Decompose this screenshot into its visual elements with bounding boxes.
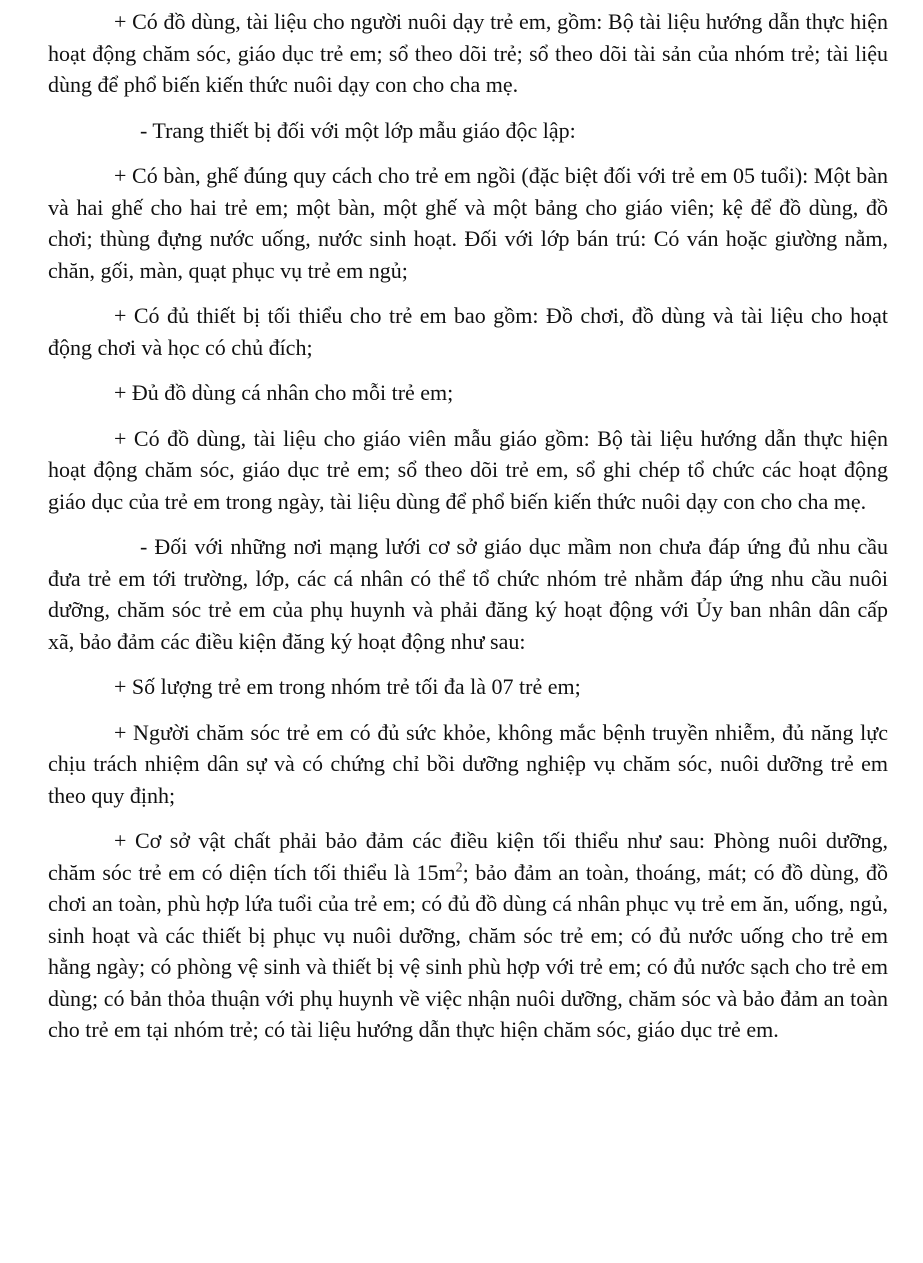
- paragraph-facility-requirements: [48, 825, 888, 1046]
- facility-text-after-superscript: ; bảo đảm an toàn, thoáng, mát; có đồ dùng, đồ chơi an toàn, phù hợp lứa tuổi của trẻ em; có đủ đồ dùng cá nhân phục vụ trẻ em ăn, uống, ngủ, sinh hoạt và các thiết bị phục vụ nuôi dưỡng, chăm sóc trẻ em; có đủ nước uống cho trẻ em hằng ngày; có phòng vệ sinh và thiết bị vệ sinh phù hợp với trẻ em; có đủ nước sạch cho trẻ em dùng; có bản thỏa thuận với phụ huynh về việc nhận nuôi dưỡng, chăm sóc và bảo đảm an toàn cho trẻ em tại nhóm trẻ; có tài liệu hướng dẫn thực hiện chăm sóc, giáo dục trẻ em.: [48, 859, 888, 1042]
- paragraph-personal-items: + Đủ đồ dùng cá nhân cho mỗi trẻ em;: [114, 380, 454, 405]
- paragraph-teacher-materials: + Có đồ dùng, tài liệu cho người nuôi dạy trẻ em, gồm: Bộ tài liệu hướng dẫn thực hiện hoạt động chăm sóc, giáo dục trẻ em; sổ theo dõi trẻ; sổ theo dõi tài sản của nhóm trẻ; tài liệu dùng để phổ biến kiến thức nuôi dạy con cho cha mẹ.: [48, 9, 888, 97]
- paragraph-kindergarten-teacher-materials: + Có đồ dùng, tài liệu cho giáo viên mẫu giáo gồm: Bộ tài liệu hướng dẫn thực hiện hoạt động chăm sóc, giáo dục trẻ em; sổ theo dõi trẻ em, sổ ghi chép tổ chức các hoạt động giáo dục của trẻ em trong ngày, tài liệu dùng để phổ biến kiến thức nuôi dạy con cho cha mẹ.: [48, 425, 888, 514]
- area-superscript: 2: [455, 860, 463, 876]
- document-page: [48, 6, 888, 1060]
- paragraph-private-groups: - Đối với những nơi mạng lưới cơ sở giáo dục mầm non chưa đáp ứng đủ nhu cầu đưa trẻ em tới trường, lớp, các cá nhân có thể tổ chức nhóm trẻ nhằm đáp ứng nhu cầu nuôi dưỡng, chăm sóc trẻ em của phụ huynh và phải đăng ký hoạt động với Ủy ban nhân dân cấp xã, bảo đảm các điều kiện đăng ký hoạt động như sau:: [48, 534, 888, 654]
- paragraph-group-size: + Số lượng trẻ em trong nhóm trẻ tối đa là 07 trẻ em;: [114, 674, 581, 699]
- paragraph-caregiver-requirements: + Người chăm sóc trẻ em có đủ sức khỏe, không mắc bệnh truyền nhiễm, đủ năng lực chịu trách nhiệm dân sự và có chứng chỉ bồi dưỡng nghiệp vụ chăm sóc, nuôi dưỡng trẻ em theo quy định;: [48, 719, 888, 808]
- paragraph-minimum-equipment: + Có đủ thiết bị tối thiểu cho trẻ em bao gồm: Đồ chơi, đồ dùng và tài liệu cho hoạt động chơi và học có chủ đích;: [48, 303, 888, 360]
- facility-text-before-superscript: + Cơ sở vật chất phải bảo đảm các điều kiện tối thiểu như sau: Phòng nuôi dưỡng, chăm sóc trẻ em có diện tích tối thiểu là 15m: [48, 828, 888, 885]
- paragraph-kindergarten-equipment-heading: - Trang thiết bị đối với một lớp mẫu giáo độc lập:: [140, 117, 576, 143]
- paragraph-tables-chairs: + Có bàn, ghế đúng quy cách cho trẻ em ngồi (đặc biệt đối với trẻ em 05 tuổi): Một bàn và hai ghế cho hai trẻ em; một bàn, một ghế và một bảng cho giáo viên; kệ để đồ dùng, đồ chơi; thùng đựng nước uống, nước sinh hoạt. Đối với lớp bán trú: Có ván hoặc giường nằm, chăn, gối, màn, quạt phục vụ trẻ em ngủ;: [48, 163, 888, 283]
